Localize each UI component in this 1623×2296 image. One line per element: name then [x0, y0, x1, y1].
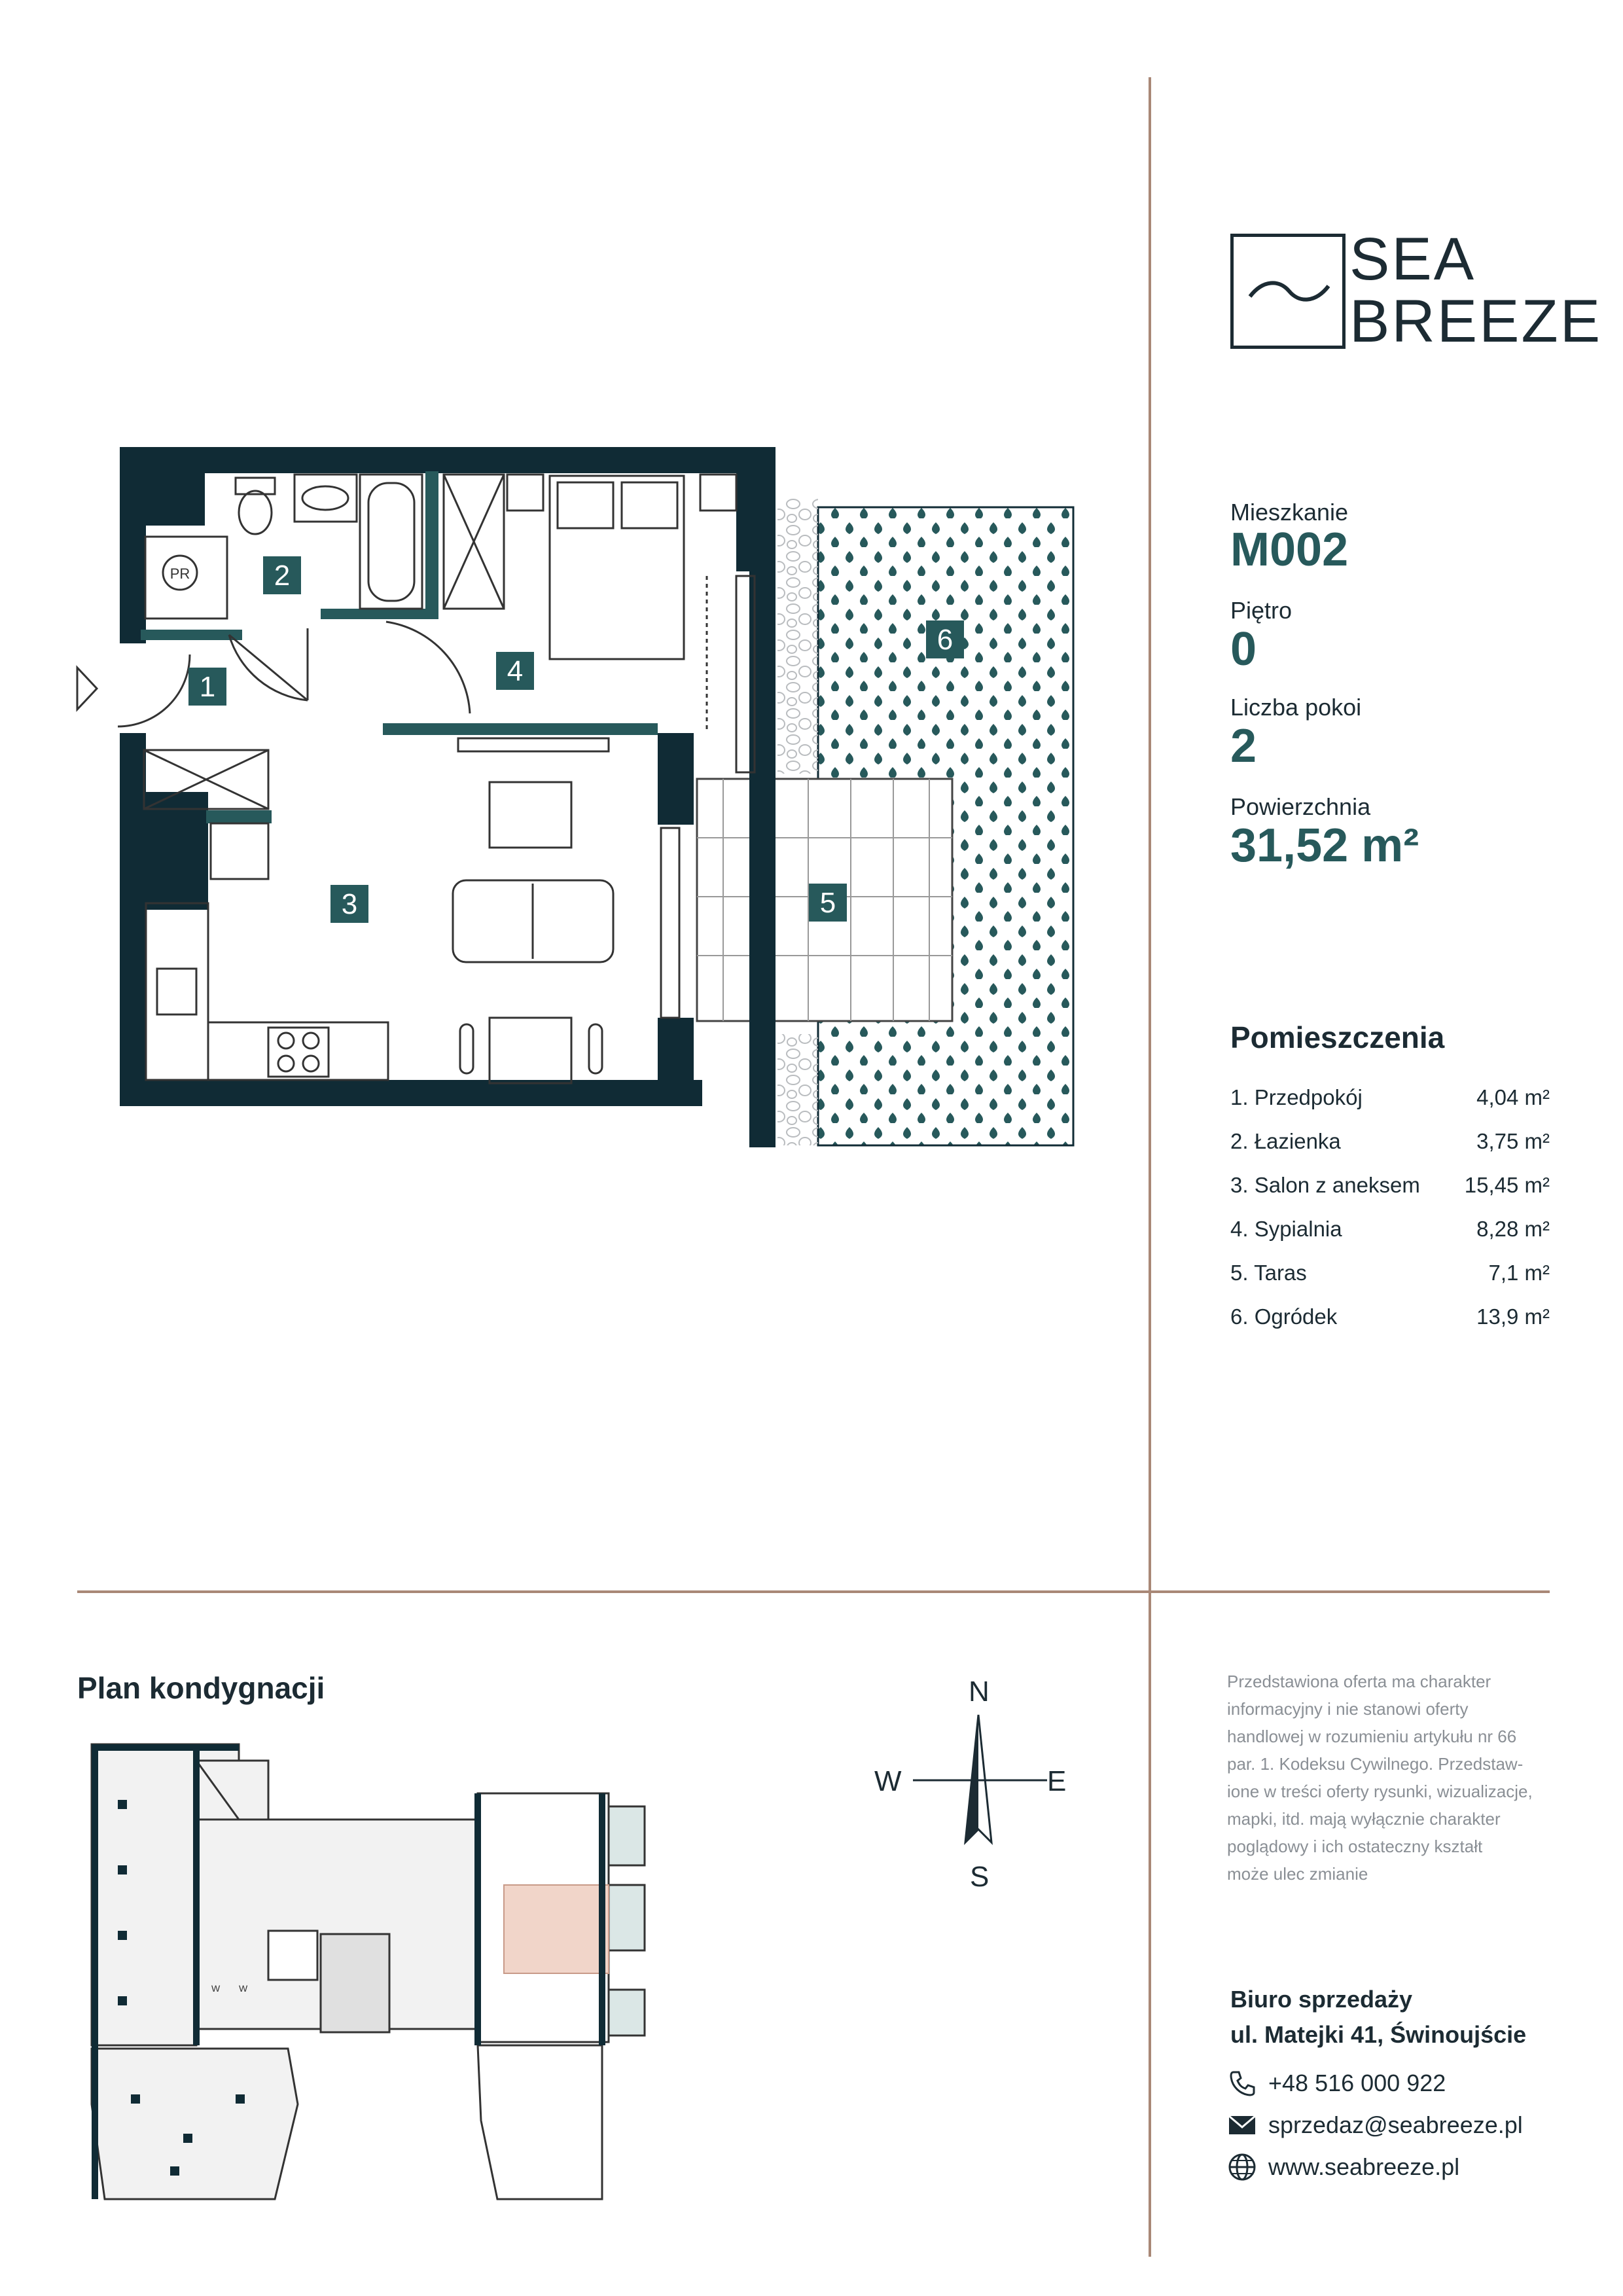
room-name: 4. Sypialnia: [1230, 1217, 1342, 1241]
apartment-label: Mieszkanie: [1230, 499, 1349, 526]
disclaimer-line: Przedstawiona oferta ma charakter: [1227, 1672, 1491, 1691]
rooms-count-label: Liczba pokoi: [1230, 694, 1362, 721]
room-number-5: 5: [819, 887, 836, 919]
disclaimer-line: może ulec zmianie: [1227, 1864, 1368, 1884]
horizontal-divider: [77, 1590, 1550, 1593]
rooms-count-value: 2: [1230, 720, 1257, 772]
room-area: 8,28 m²: [1476, 1217, 1550, 1241]
logo-text-breeze: BREEZE: [1349, 288, 1603, 355]
building-floorplan: [85, 1738, 661, 2209]
area-label: Powierzchnia: [1230, 793, 1371, 820]
logo-text-sea: SEA: [1349, 226, 1476, 293]
room-name: 2. Łazienka: [1230, 1129, 1341, 1153]
room-row: [1230, 1217, 1550, 1249]
email-link[interactable]: sprzedaz@seabreeze.pl: [1268, 2111, 1523, 2138]
room-area: 13,9 m²: [1476, 1304, 1550, 1329]
room-row: [1230, 1304, 1550, 1337]
vertical-divider: [1149, 77, 1151, 2257]
room-row: [1230, 1173, 1550, 1206]
room-row: [1230, 1085, 1550, 1118]
office-address: ul. Matejki 41, Świnoujście: [1230, 2021, 1527, 2048]
compass-east: E: [1047, 1765, 1067, 1797]
floor-value: 0: [1230, 623, 1257, 675]
floor-plan-title: Plan kondygnacji: [77, 1671, 325, 1705]
room-row: [1230, 1261, 1550, 1293]
room-name: 5. Taras: [1230, 1261, 1307, 1285]
office-title: Biuro sprzedaży: [1230, 1986, 1413, 2013]
room-number-4: 4: [507, 655, 524, 687]
disclaimer-line: informacyjny i nie stanowi oferty: [1227, 1699, 1469, 1719]
room-number-1: 1: [199, 671, 216, 703]
wc-label: W: [211, 1983, 221, 1994]
apartment-number: M002: [1230, 524, 1349, 576]
compass-north: N: [969, 1676, 990, 1708]
wave-icon: [1247, 272, 1332, 311]
room-area: 7,1 m²: [1488, 1261, 1550, 1285]
disclaimer-line: handlowej w rozumieniu artykułu nr 66: [1227, 1727, 1517, 1746]
pr-label: PR: [169, 565, 190, 582]
entrance-arrow-icon: [77, 668, 97, 709]
phone-icon: [1227, 2068, 1257, 2098]
mail-icon: [1227, 2110, 1257, 2140]
globe-icon: [1227, 2152, 1257, 2182]
room-area: 4,04 m²: [1476, 1085, 1550, 1109]
compass-south: S: [970, 1861, 990, 1893]
room-name: 6. Ogródek: [1230, 1304, 1338, 1329]
disclaimer-line: mapki, itd. mają wyłącznie charakter: [1227, 1809, 1501, 1829]
highlighted-apartment: [504, 1885, 609, 1973]
room-number-6: 6: [936, 624, 954, 656]
room-name: 1. Przedpokój: [1230, 1085, 1363, 1109]
compass-west: W: [874, 1765, 902, 1797]
apartment-floorplan: [65, 432, 1126, 1165]
area-value: 31,52 m²: [1230, 819, 1419, 872]
room-row: [1230, 1129, 1550, 1162]
room-area: 3,75 m²: [1476, 1129, 1550, 1153]
wc-label: W: [239, 1983, 248, 1994]
disclaimer-line: ione w treści oferty rysunki, wizualizacje,: [1227, 1782, 1533, 1801]
rooms-title: Pomieszczenia: [1230, 1020, 1445, 1054]
disclaimer-line: poglądowy i ich ostateczny kształt: [1227, 1837, 1483, 1856]
disclaimer: [1227, 1668, 1567, 1888]
website-link[interactable]: www.seabreeze.pl: [1268, 2153, 1460, 2180]
room-number-3: 3: [341, 888, 358, 920]
room-number-2: 2: [274, 560, 291, 592]
disclaimer-line: par. 1. Kodeksu Cywilnego. Przedstaw-: [1227, 1754, 1524, 1774]
phone-link[interactable]: +48 516 000 922: [1268, 2070, 1446, 2096]
floor-label: Piętro: [1230, 597, 1293, 624]
room-area: 15,45 m²: [1464, 1173, 1550, 1197]
room-name: 3. Salon z aneksem: [1230, 1173, 1420, 1197]
compass-icon: [900, 1712, 1057, 1849]
